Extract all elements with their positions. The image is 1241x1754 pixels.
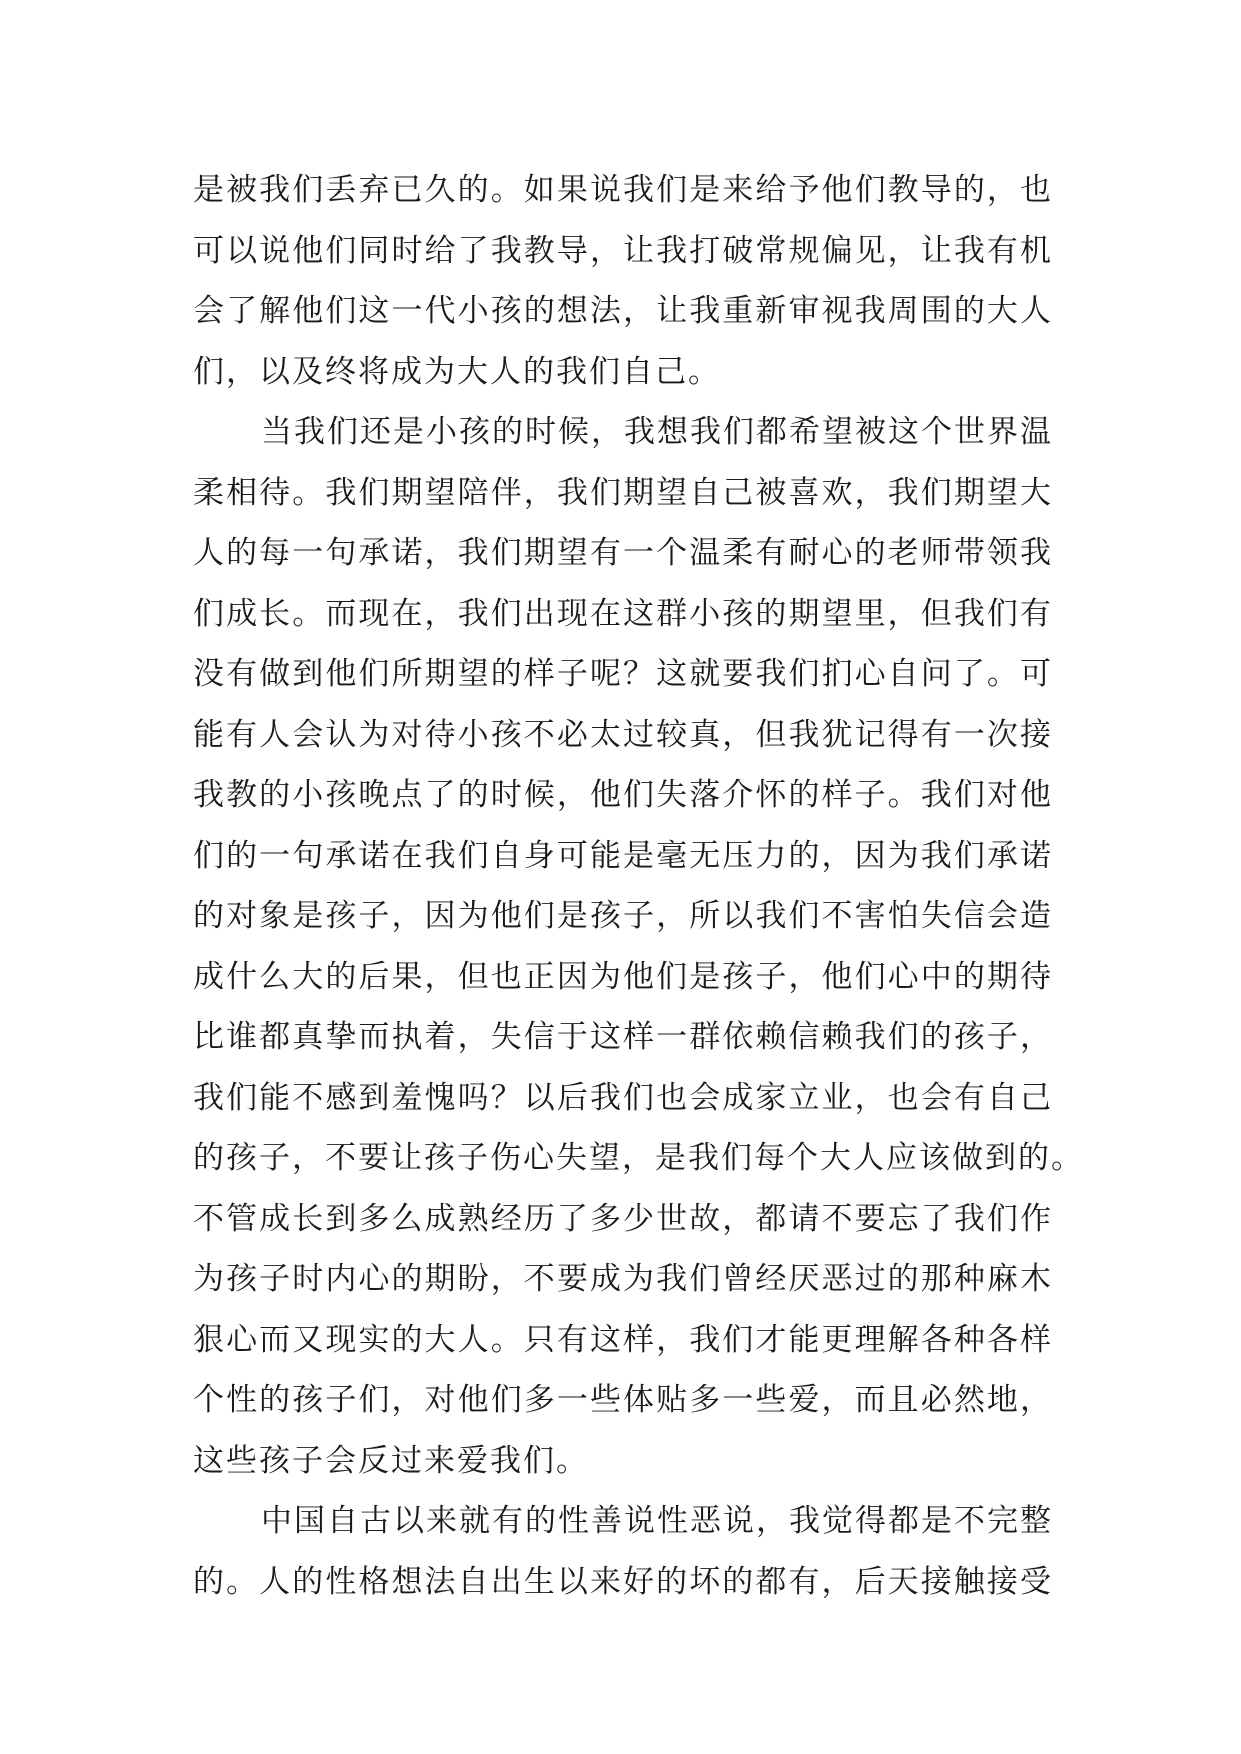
- text-line: 的。人的性格想法自出生以来好的坏的都有，后天接触接受: [193, 1563, 1053, 1600]
- text-line: 狠心而又现实的大人。只有这样，我们才能更理解各种各样: [193, 1321, 1053, 1358]
- text-line: 人的每一句承诺，我们期望有一个温柔有耐心的老师带领我: [193, 535, 1053, 571]
- text-line: 柔相待。我们期望陪伴，我们期望自己被喜欢，我们期望大: [193, 474, 1053, 511]
- text-line: 中国自古以来就有的性善说性恶说，我觉得都是不完整: [261, 1503, 1053, 1539]
- text-line: 会了解他们这一代小孩的想法，让我重新审视我周围的大人: [193, 293, 1053, 329]
- text-line: 不管成长到多么成熟经历了多少世故，都请不要忘了我们作: [193, 1200, 1053, 1237]
- text-line: 比谁都真挚而执着，失信于这样一群依赖信赖我们的孩子，: [193, 1019, 1053, 1055]
- text-line: 能有人会认为对待小孩不必太过较真，但我犹记得有一次接: [193, 716, 1053, 753]
- text-line: 当我们还是小孩的时候，我想我们都希望被这个世界温: [261, 414, 1053, 450]
- text-line: 这些孩子会反过来爱我们。: [193, 1442, 589, 1479]
- text-line: 们成长。而现在，我们出现在这群小孩的期望里，但我们有: [193, 595, 1053, 632]
- text-line: 的对象是孩子，因为他们是孩子，所以我们不害怕失信会造: [193, 898, 1053, 934]
- body-text: [193, 160, 1084, 1612]
- text-line: 我们能不感到羞愧吗？以后我们也会成家立业，也会有自己: [193, 1079, 1053, 1116]
- text-line: 成什么大的后果，但也正因为他们是孩子，他们心中的期待: [193, 958, 1053, 995]
- text-line: 为孩子时内心的期盼，不要成为我们曾经厌恶过的那种麻木: [193, 1261, 1053, 1297]
- text-line: 是被我们丢弃已久的。如果说我们是来给予他们教导的，也: [193, 172, 1053, 208]
- text-line: 没有做到他们所期望的样子呢？这就要我们扪心自问了。可: [193, 656, 1053, 692]
- text-line: 可以说他们同时给了我教导，让我打破常规偏见，让我有机: [193, 232, 1053, 269]
- text-line: 们的一句承诺在我们自身可能是毫无压力的，因为我们承诺: [193, 837, 1053, 874]
- text-line: 我教的小孩晚点了的时候，他们失落介怀的样子。我们对他: [193, 777, 1053, 813]
- text-line: 个性的孩子们，对他们多一些体贴多一些爱，而且必然地，: [193, 1382, 1053, 1418]
- text-line: 们，以及终将成为大人的我们自己。: [193, 353, 721, 390]
- text-line: 的孩子，不要让孩子伤心失望，是我们每个大人应该做到的。: [193, 1140, 1084, 1176]
